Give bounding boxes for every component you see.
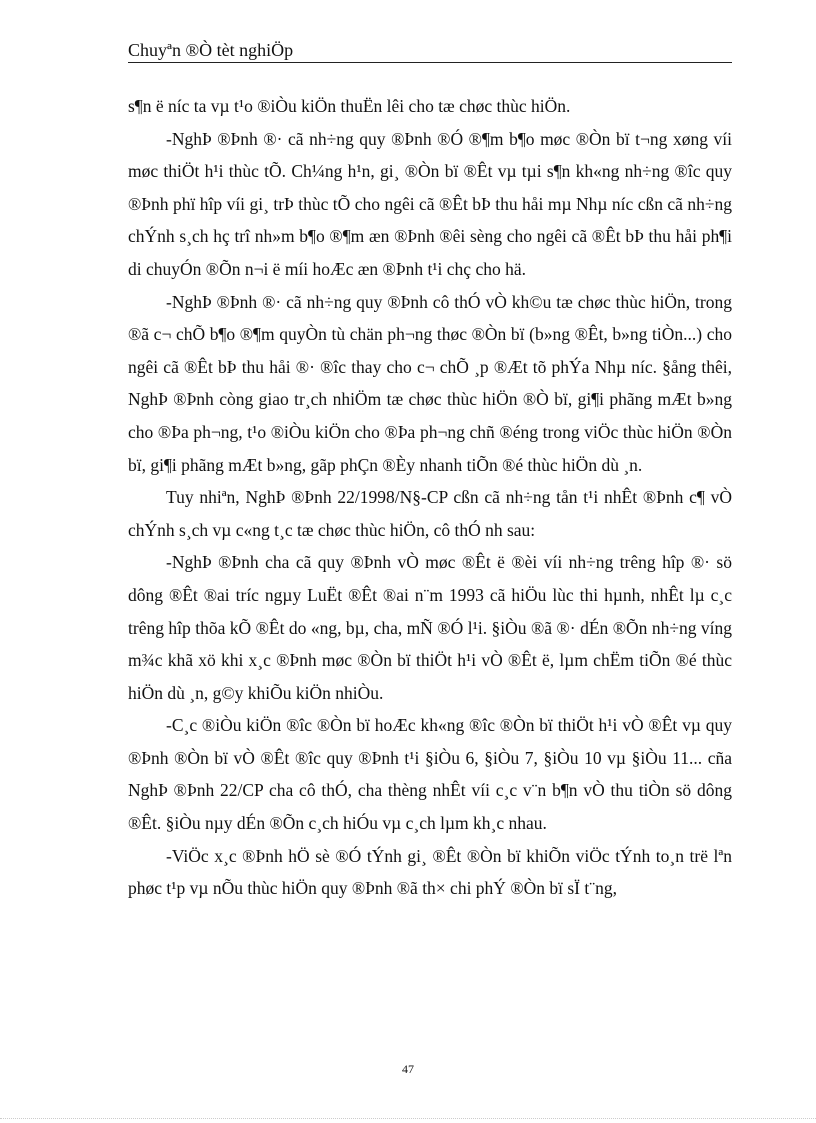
- paragraph: -NghÞ ®Þnh ®· cã nh÷ng quy ®Þnh cô thÓ vÒ kh©u tæ chøc thùc hiÖn, trong ®ã c¬ chÕ b¶o ®¶m quyÒn tù chän ph¬ng thøc ®Òn bï (b»ng ®Êt, b»ng tiÒn...) cho ngêi cã ®Êt bÞ thu håi ®· ®îc thay cho c¬ chÕ ¸p ®Æt tõ phÝa Nhµ níc. §ång thêi, NghÞ ®Þnh còng giao tr¸ch nhiÖm tæ chøc thùc hiÖn ®Ò bï, gi¶i phãng mÆt b»ng cho ®Þa ph¬ng, t¹o ®iÒu kiÖn cho ®Þa ph¬ng chñ ®éng trong viÖc thùc hiÖn ®Òn bï, gi¶i phãng mÆt b»ng, gãp phÇn ®Èy nhanh tiÕn ®é thùc hiÖn dù ¸n.: [128, 291, 732, 475]
- paragraph: -ViÖc x¸c ®Þnh hÖ sè ®Ó tÝnh gi¸ ®Êt ®Òn bï khiÕn viÖc tÝnh to¸n trë lªn phøc t¹p vµ nÕu thùc hiÖn quy ®Þnh ®ã th× chi phÝ ®Òn bï sÏ t¨ng,: [128, 845, 732, 899]
- running-header: [128, 38, 732, 63]
- paragraph: -C¸c ®iÒu kiÖn ®îc ®Òn bï hoÆc kh«ng ®îc ®Òn bï thiÖt h¹i vÒ ®Êt vµ quy ®Þnh ®Òn bï vÒ ®Êt ®îc quy ®Þnh t¹i §iÒu 6, §iÒu 7, §iÒu 10 vµ §iÒu 11... cña NghÞ ®Þnh 22/CP cha cô thÓ, cha thèng nhÊt víi c¸c v¨n b¶n vÒ thu tiÒn sö dông ®Êt. §iÒu nµy dÉn ®Õn c¸ch hiÓu vµ c¸ch lµm kh¸c nhau.: [128, 715, 732, 834]
- page-bottom-border: [0, 1118, 816, 1119]
- paragraph: -NghÞ ®Þnh ®· cã nh÷ng quy ®Þnh ®Ó ®¶m b¶o møc ®Òn bï t¬ng xøng víi møc thiÖt h¹i thùc tÕ. Ch¼ng h¹n, gi¸ ®Òn bï ®Êt vµ tµi s¶n kh«ng nh÷ng ®îc quy ®Þnh phï hîp víi gi¸ trÞ thùc tÕ cho ngêi cã ®Êt bÞ thu håi mµ Nhµ níc cßn cã nh÷ng chÝnh s¸ch hç trî nh»m b¶o ®¶m æn ®Þnh ®êi sèng cho ngêi cã ®Êt bÞ thu håi ph¶i di chuyÓn ®Õn n¬i ë míi hoÆc æn ®Þnh t¹i chç cho hä.: [128, 128, 732, 279]
- document-body: [128, 90, 732, 905]
- page-number: 47: [402, 1062, 414, 1076]
- header-title: Chuyªn ®Ò tèt nghiÖp: [128, 40, 294, 60]
- paragraph: -NghÞ ®Þnh cha cã quy ®Þnh vÒ møc ®Êt ë ®èi víi nh÷ng trêng hîp ®· sö dông ®Êt ®ai tríc ngµy LuËt ®Êt ®ai n¨m 1993 cã hiÖu lùc thi hµnh, nhÊt lµ c¸c trêng hîp thõa kÕ ®Êt do «ng, bµ, cha, mÑ ®Ó l¹i. §iÒu ®ã ®· dÉn ®Õn nh÷ng víng m¾c khã xö khi x¸c ®Þnh møc ®Òn bï thiÖt h¹i vÒ ®Êt ë, lµm chËm tiÕn ®é thùc hiÖn dù ¸n, g©y khiÕu kiÖn nhiÒu.: [128, 552, 732, 703]
- paragraph: Tuy nhiªn, NghÞ ®Þnh 22/1998/N§-CP cßn cã nh÷ng tån t¹i nhÊt ®Þnh c¶ vÒ chÝnh s¸ch vµ c«ng t¸c tæ chøc thùc hiÖn, cô thÓ nh sau:: [128, 487, 732, 540]
- paragraph-continuation: s¶n ë níc ta vµ t¹o ®iÒu kiÖn thuËn lêi cho tæ chøc thùc hiÖn.: [128, 96, 571, 116]
